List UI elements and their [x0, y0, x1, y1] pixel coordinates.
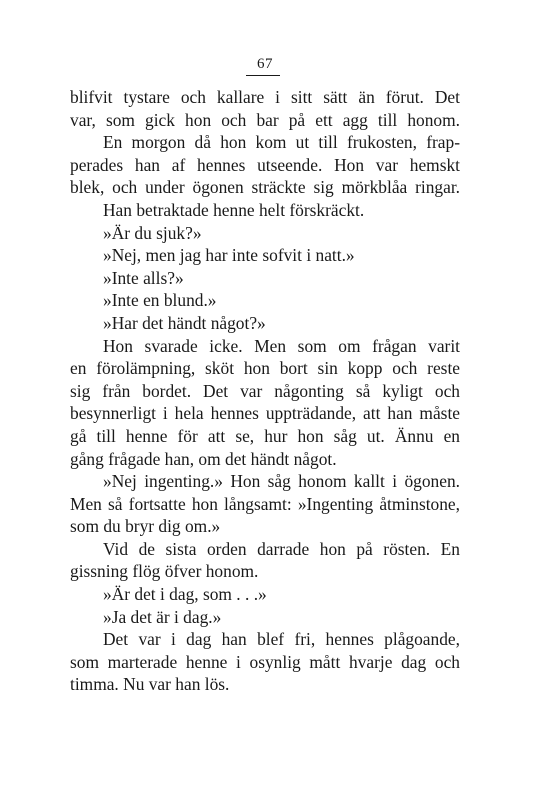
page-number: 67	[257, 56, 273, 72]
text-line: »Nej ingenting.» Hon såg honom kallt i ögonen.	[103, 471, 460, 492]
text-line: gå till henne för att se, hur hon såg ut. Ännu en	[70, 425, 460, 446]
text-line: som marterade henne i osynlig mått hvarje dag och	[70, 651, 460, 672]
text-line: timma. Nu var han lös.	[70, 674, 230, 695]
body-text	[70, 86, 460, 696]
text-line: »Har det händt något?»	[103, 312, 266, 333]
text-line: »Ja det är i dag.»	[103, 606, 222, 627]
text-line: en förolämpning, sköt hon bort sin kopp och reste	[70, 358, 460, 379]
text-line: blek, och under ögonen sträckte sig mörkblåa ringar.	[70, 177, 460, 198]
text-line: var, som gick hon och bar på ett agg till honom.	[70, 109, 460, 130]
text-line: besynnerligt i hela hennes uppträdande, att han måste	[70, 403, 460, 424]
text-line: sig från bordet. Det var någonting så kyligt och	[70, 380, 460, 401]
text-line: Hon svarade icke. Men som om frågan varit	[103, 335, 460, 356]
text-line: gissning flög öfver honom.	[70, 561, 259, 582]
text-line: Vid de sista orden darrade hon på rösten. En	[103, 538, 460, 559]
text-line: Han betraktade henne helt förskräckt.	[103, 199, 365, 220]
text-line: Det var i dag han blef fri, hennes plågoande,	[103, 629, 460, 650]
text-line: gång frågade han, om det händt något.	[70, 448, 337, 469]
text-line: »Är det i dag, som . . .»	[103, 584, 267, 605]
text-line: blifvit tystare och kallare i sitt sätt än förut. Det	[70, 87, 460, 107]
text-line: Men så fortsatte hon långsamt: »Ingenting åtminstone,	[70, 493, 460, 514]
text-line: »Inte alls?»	[103, 267, 184, 288]
text-line: »Är du sjuk?»	[103, 222, 202, 243]
text-line: En morgon då hon kom ut till frukosten, frap-	[103, 132, 460, 153]
text-line: som du bryr dig om.»	[70, 516, 221, 537]
page-number-rule	[246, 75, 280, 76]
text-line: perades han af hennes utseende. Hon var hemskt	[70, 154, 460, 175]
text-line: »Inte en blund.»	[103, 290, 217, 311]
text-line: »Nej, men jag har inte sofvit i natt.»	[103, 245, 355, 266]
